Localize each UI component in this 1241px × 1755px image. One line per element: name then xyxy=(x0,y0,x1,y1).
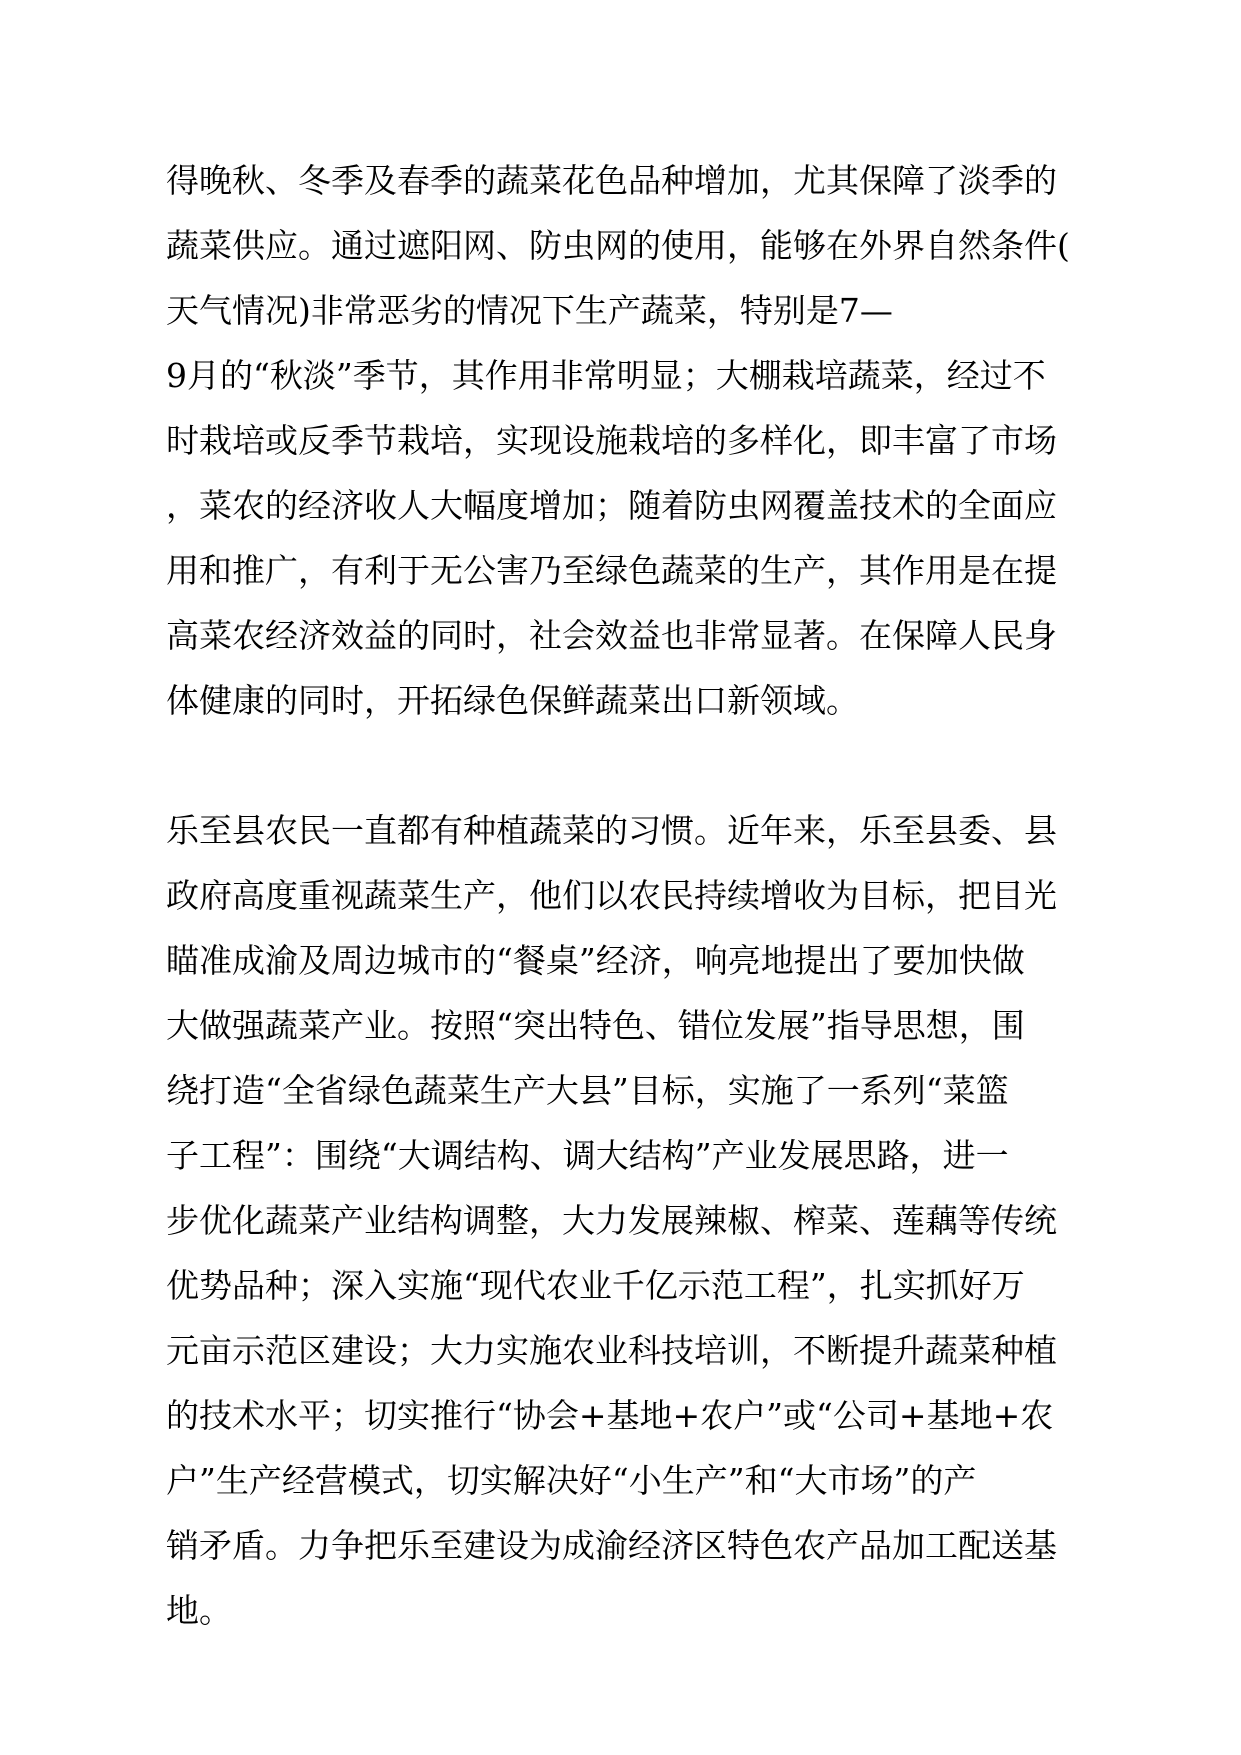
text-line: 高菜农经济效益的同时，社会效益也非常显著。在保障人民身 xyxy=(166,616,1057,655)
text-line: 的技术水平；切实推行“协会+基地+农户”或“公司+基地+农 xyxy=(166,1396,1054,1435)
text-line: 元亩示范区建设；大力实施农业科技培训，不断提升蔬菜种植 xyxy=(166,1331,1057,1370)
text-line: 瞄准成渝及周边城市的“餐桌”经济，响亮地提出了要加快做 xyxy=(166,941,1025,980)
paragraph-1 xyxy=(166,148,1086,733)
text-line: 用和推广，有利于无公害乃至绿色蔬菜的生产，其作用是在提 xyxy=(166,551,1057,590)
text-line: 蔬菜供应。通过遮阳网、防虫网的使用，能够在外界自然条件( xyxy=(166,226,1070,265)
text-line: 大做强蔬菜产业。按照“突出特色、错位发展”指导思想，围 xyxy=(166,1006,1025,1045)
text-line: 得晚秋、冬季及春季的蔬菜花色品种增加，尤其保障了淡季的 xyxy=(166,161,1057,200)
text-line: 天气情况)非常恶劣的情况下生产蔬菜，特别是7— xyxy=(166,291,893,330)
text-line: 9月的“秋淡”季节，其作用非常明显；大棚栽培蔬菜，经过不 xyxy=(166,356,1046,395)
text-line: 地。 xyxy=(166,1591,232,1630)
text-line: 销矛盾。力争把乐至建设为成渝经济区特色农产品加工配送基 xyxy=(166,1526,1057,1565)
text-line: 乐至县农民一直都有种植蔬菜的习惯。近年来，乐至县委、县 xyxy=(166,811,1057,850)
paragraph-2 xyxy=(166,798,1086,1643)
text-line: ，菜农的经济收人大幅度增加；随着防虫网覆盖技术的全面应 xyxy=(166,486,1057,525)
text-line: 绕打造“全省绿色蔬菜生产大县”目标，实施了一系列“菜篮 xyxy=(166,1071,1009,1110)
text-line: 优势品种；深入实施“现代农业千亿示范工程”，扎实抓好万 xyxy=(166,1266,1025,1305)
text-line: 步优化蔬菜产业结构调整，大力发展辣椒、榨菜、莲藕等传统 xyxy=(166,1201,1057,1240)
text-line: 子工程”：围绕“大调结构、调大结构”产业发展思路，进一 xyxy=(166,1136,1009,1175)
text-line: 政府高度重视蔬菜生产，他们以农民持续增收为目标，把目光 xyxy=(166,876,1057,915)
text-line: 时栽培或反季节栽培，实现设施栽培的多样化，即丰富了市场 xyxy=(166,421,1057,460)
text-line: 户”生产经营模式，切实解决好“小生产”和“大市场”的产 xyxy=(166,1461,977,1500)
text-line: 体健康的同时，开拓绿色保鲜蔬菜出口新领域。 xyxy=(166,681,859,720)
